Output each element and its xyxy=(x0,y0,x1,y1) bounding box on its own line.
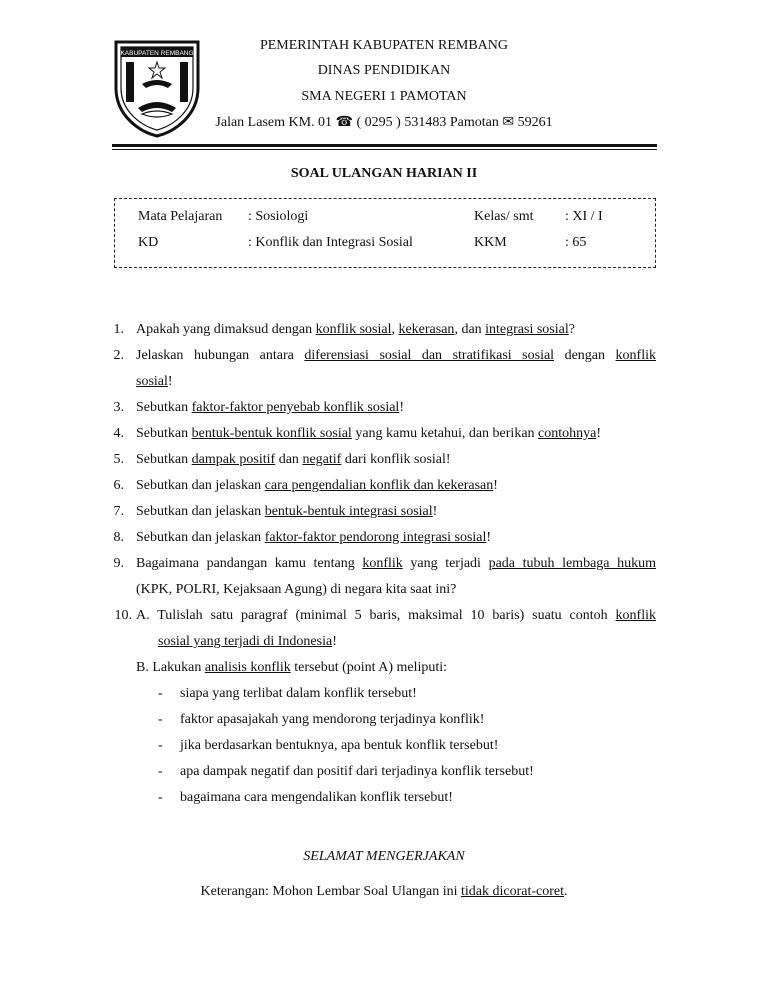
question-9-line1: Bagaimana pandangan kamu tentang konflik yang terjadi pada tubuh lembaga hukum xyxy=(136,556,656,571)
question-number: 4. xyxy=(113,426,124,441)
subject-label: Mata Pelajaran xyxy=(138,209,223,224)
header-divider-thick xyxy=(112,144,657,147)
bullet-item: siapa yang terlibat dalam konflik tersebut! xyxy=(180,686,417,701)
question-3: Sebutkan faktor-faktor penyebab konflik sosial! xyxy=(136,400,404,415)
subject-value: : Sosiologi xyxy=(248,209,309,224)
question-number: 6. xyxy=(113,478,124,493)
question-8: Sebutkan dan jelaskan faktor-faktor pendorong integrasi sosial! xyxy=(136,530,492,545)
bullet-dash: - xyxy=(158,790,163,805)
question-2-line1: Jelaskan hubungan antara diferensiasi sosial dan stratifikasi sosial dengan konflik xyxy=(136,348,656,363)
kd-label: KD xyxy=(138,235,159,250)
bullet-dash: - xyxy=(158,686,163,701)
footer-note: Keterangan: Mohon Lembar Soal Ulangan ini tidak dicorat-coret. xyxy=(200,884,568,899)
question-9-line2: (KPK, POLRI, Kejaksaan Agung) di negara kita saat ini? xyxy=(136,582,457,597)
class-label: Kelas/ smt xyxy=(474,209,534,224)
header-department: DINAS PENDIDIKAN xyxy=(317,63,451,78)
bullet-item: bagaimana cara mengendalikan konflik tersebut! xyxy=(180,790,453,805)
kkm-value: : 65 xyxy=(565,235,587,250)
mail-icon: ✉ xyxy=(502,115,515,130)
header-government: PEMERINTAH KABUPATEN REMBANG xyxy=(259,38,509,53)
bullet-dash: - xyxy=(158,764,163,779)
address-street: Jalan Lasem KM. 01 xyxy=(215,115,333,130)
closing-text: SELAMAT MENGERJAKAN xyxy=(303,849,465,864)
question-number: 1. xyxy=(113,322,124,337)
question-number: 7. xyxy=(113,504,124,519)
bullet-item: jika berdasarkan bentuknya, apa bentuk konflik tersebut! xyxy=(180,738,499,753)
question-number: 10. xyxy=(114,608,132,623)
question-5: Sebutkan dampak positif dan negatif dari konflik sosial! xyxy=(136,452,451,467)
address-phone: ( 0295 ) 531483 Pamotan xyxy=(356,115,499,130)
bullet-item: apa dampak negatif dan positif dari terjadinya konflik tersebut! xyxy=(180,764,534,779)
question-1: Apakah yang dimaksud dengan konflik sosial, kekerasan, dan integrasi sosial? xyxy=(136,322,575,337)
header-school: SMA NEGERI 1 PAMOTAN xyxy=(301,89,467,104)
bullet-dash: - xyxy=(158,738,163,753)
question-number: 3. xyxy=(113,400,124,415)
address-postal: 59261 xyxy=(517,115,553,130)
question-number: 2. xyxy=(113,348,124,363)
header-address xyxy=(0,114,768,132)
bullet-item: faktor apasajakah yang mendorong terjadinya konflik! xyxy=(180,712,485,727)
svg-text:KABUPATEN REMBANG: KABUPATEN REMBANG xyxy=(120,50,194,57)
bullet-dash: - xyxy=(158,712,163,727)
kkm-label: KKM xyxy=(474,235,507,250)
question-10a-line1: A. Tulislah satu paragraf (minimal 5 baris, maksimal 10 baris) suatu contoh konflik xyxy=(136,608,656,623)
question-7: Sebutkan dan jelaskan bentuk-bentuk integrasi sosial! xyxy=(136,504,438,519)
phone-icon: ☎ xyxy=(335,115,354,130)
question-6: Sebutkan dan jelaskan cara pengendalian konflik dan kekerasan! xyxy=(136,478,498,493)
question-number: 5. xyxy=(113,452,124,467)
question-number: 8. xyxy=(113,530,124,545)
kd-value: : Konflik dan Integrasi Sosial xyxy=(248,235,413,250)
exam-title: SOAL ULANGAN HARIAN II xyxy=(290,166,478,181)
question-2-line2: sosial! xyxy=(136,374,173,389)
class-value: : XI / I xyxy=(565,209,603,224)
header-divider-thin xyxy=(112,149,657,150)
question-10b: B. Lakukan analisis konflik tersebut (point A) meliputi: xyxy=(136,660,448,675)
question-4: Sebutkan bentuk-bentuk konflik sosial yang kamu ketahui, dan berikan contohnya! xyxy=(136,426,602,441)
question-number: 9. xyxy=(113,556,124,571)
question-10a-line2: sosial yang terjadi di Indonesia! xyxy=(158,634,337,649)
